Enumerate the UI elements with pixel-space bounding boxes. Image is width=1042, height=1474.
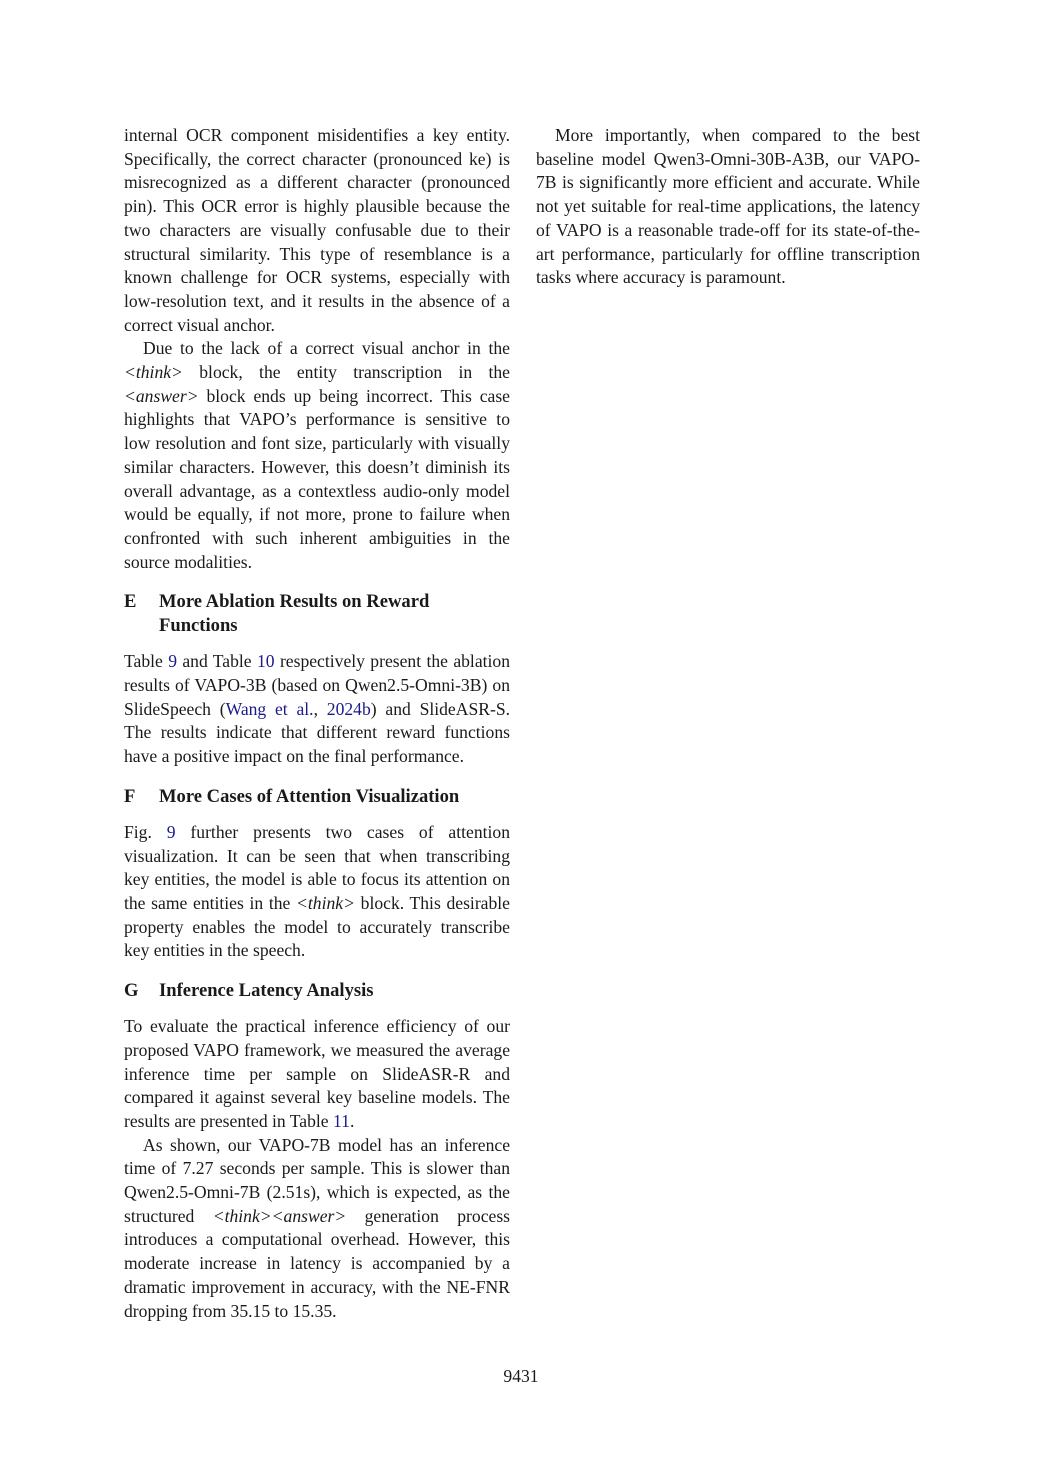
table-ref-link[interactable]: 10 <box>256 651 275 672</box>
right-column <box>536 124 920 290</box>
section-number: G <box>124 980 139 1002</box>
citation-link[interactable]: 2024b <box>326 698 371 719</box>
section-heading-f <box>124 785 510 809</box>
section-title: Inference Latency Analysis <box>159 980 374 1002</box>
paragraph: Table 9 and Table 10 respectively present the ablation results of VAPO-3B (based on Qwen2.5-Omni-3B) on SlideSpeech (Wang et al., 2024b) and SlideASR-S. The results indicate that different reward functions have a positive impact on the final performance. <box>124 651 511 767</box>
paragraph: Due to the lack of a correct visual anchor in the <think> block, the entity transcription in the <answer> block ends up being incorrect. This case highlights that VAPO’s performance is sensitive to low resolution and font size, particularly with visually similar characters. However, this doesn’t diminish its overall advantage, as a contextless audio-only model would be equally, if not more, prone to failure when confronted with such inherent ambiguities in the source modalities. <box>124 338 510 572</box>
section-heading-e <box>124 590 510 638</box>
paragraph: To evaluate the practical inference efficiency of our proposed VAPO framework, we measured the average inference time per sample on SlideASR-R and compared it against several key baseline models. The results are presented in Table 11. <box>124 1016 510 1131</box>
left-column <box>124 124 510 1323</box>
paragraph: internal OCR component misidentifies a key entity. Specifically, the correct character (pronounced ke) is misrecognized as a different character (pronounced pin). This OCR error is highly plausible because the two characters are visually confusable due to their structural similarity. This type of resemblance is a known challenge for OCR systems, especially with low-resolution text, and it results in the absence of a correct visual anchor. <box>124 125 510 335</box>
paragraph: Fig. 9 further presents two cases of attention visualization. It can be seen that when transcribing key entities, the model is able to focus its attention on the same entities in the <think> block. This desirable property enables the model to accurately transcribe key entities in the speech. <box>124 821 510 961</box>
section-title: More Ablation Results on Reward Functions <box>159 591 430 637</box>
table-ref-link[interactable]: 11 <box>333 1110 350 1131</box>
table-ref-link[interactable]: 9 <box>168 651 177 672</box>
think-tag: <think> <box>124 362 183 383</box>
think-tag: <think> <box>296 892 355 913</box>
answer-tag: <answer> <box>271 1205 347 1226</box>
section-title: More Cases of Attention Visualization <box>159 785 460 807</box>
section-number: F <box>124 785 136 807</box>
section-number: E <box>124 591 137 613</box>
section-heading-g <box>124 979 510 1003</box>
figure-ref-link[interactable]: 9 <box>166 821 176 842</box>
paragraph: More importantly, when compared to the best baseline model Qwen3-Omni-30B-A3B, our VAPO-7B is significantly more efficient and accurate. While not yet suitable for real-time applications, the latency of VAPO is a reasonable trade-off for its state-of-the-art performance, particularly for offline transcription tasks where accuracy is paramount. <box>536 125 920 288</box>
citation-link[interactable]: Wang et al. <box>225 698 314 719</box>
answer-tag: <answer> <box>124 385 199 406</box>
page-number: 9431 <box>503 1366 539 1386</box>
think-tag: <think> <box>212 1205 272 1226</box>
paragraph: As shown, our VAPO-7B model has an inference time of 7.27 seconds per sample. This is slower than Qwen2.5-Omni-7B (2.51s), which is expected, as the structured <think><answer> generation process introduces a computational overhead. However, this moderate increase in latency is accompanied by a dramatic improvement in accuracy, with the NE-FNR dropping from 35.15 to 15.35. <box>124 1134 511 1321</box>
